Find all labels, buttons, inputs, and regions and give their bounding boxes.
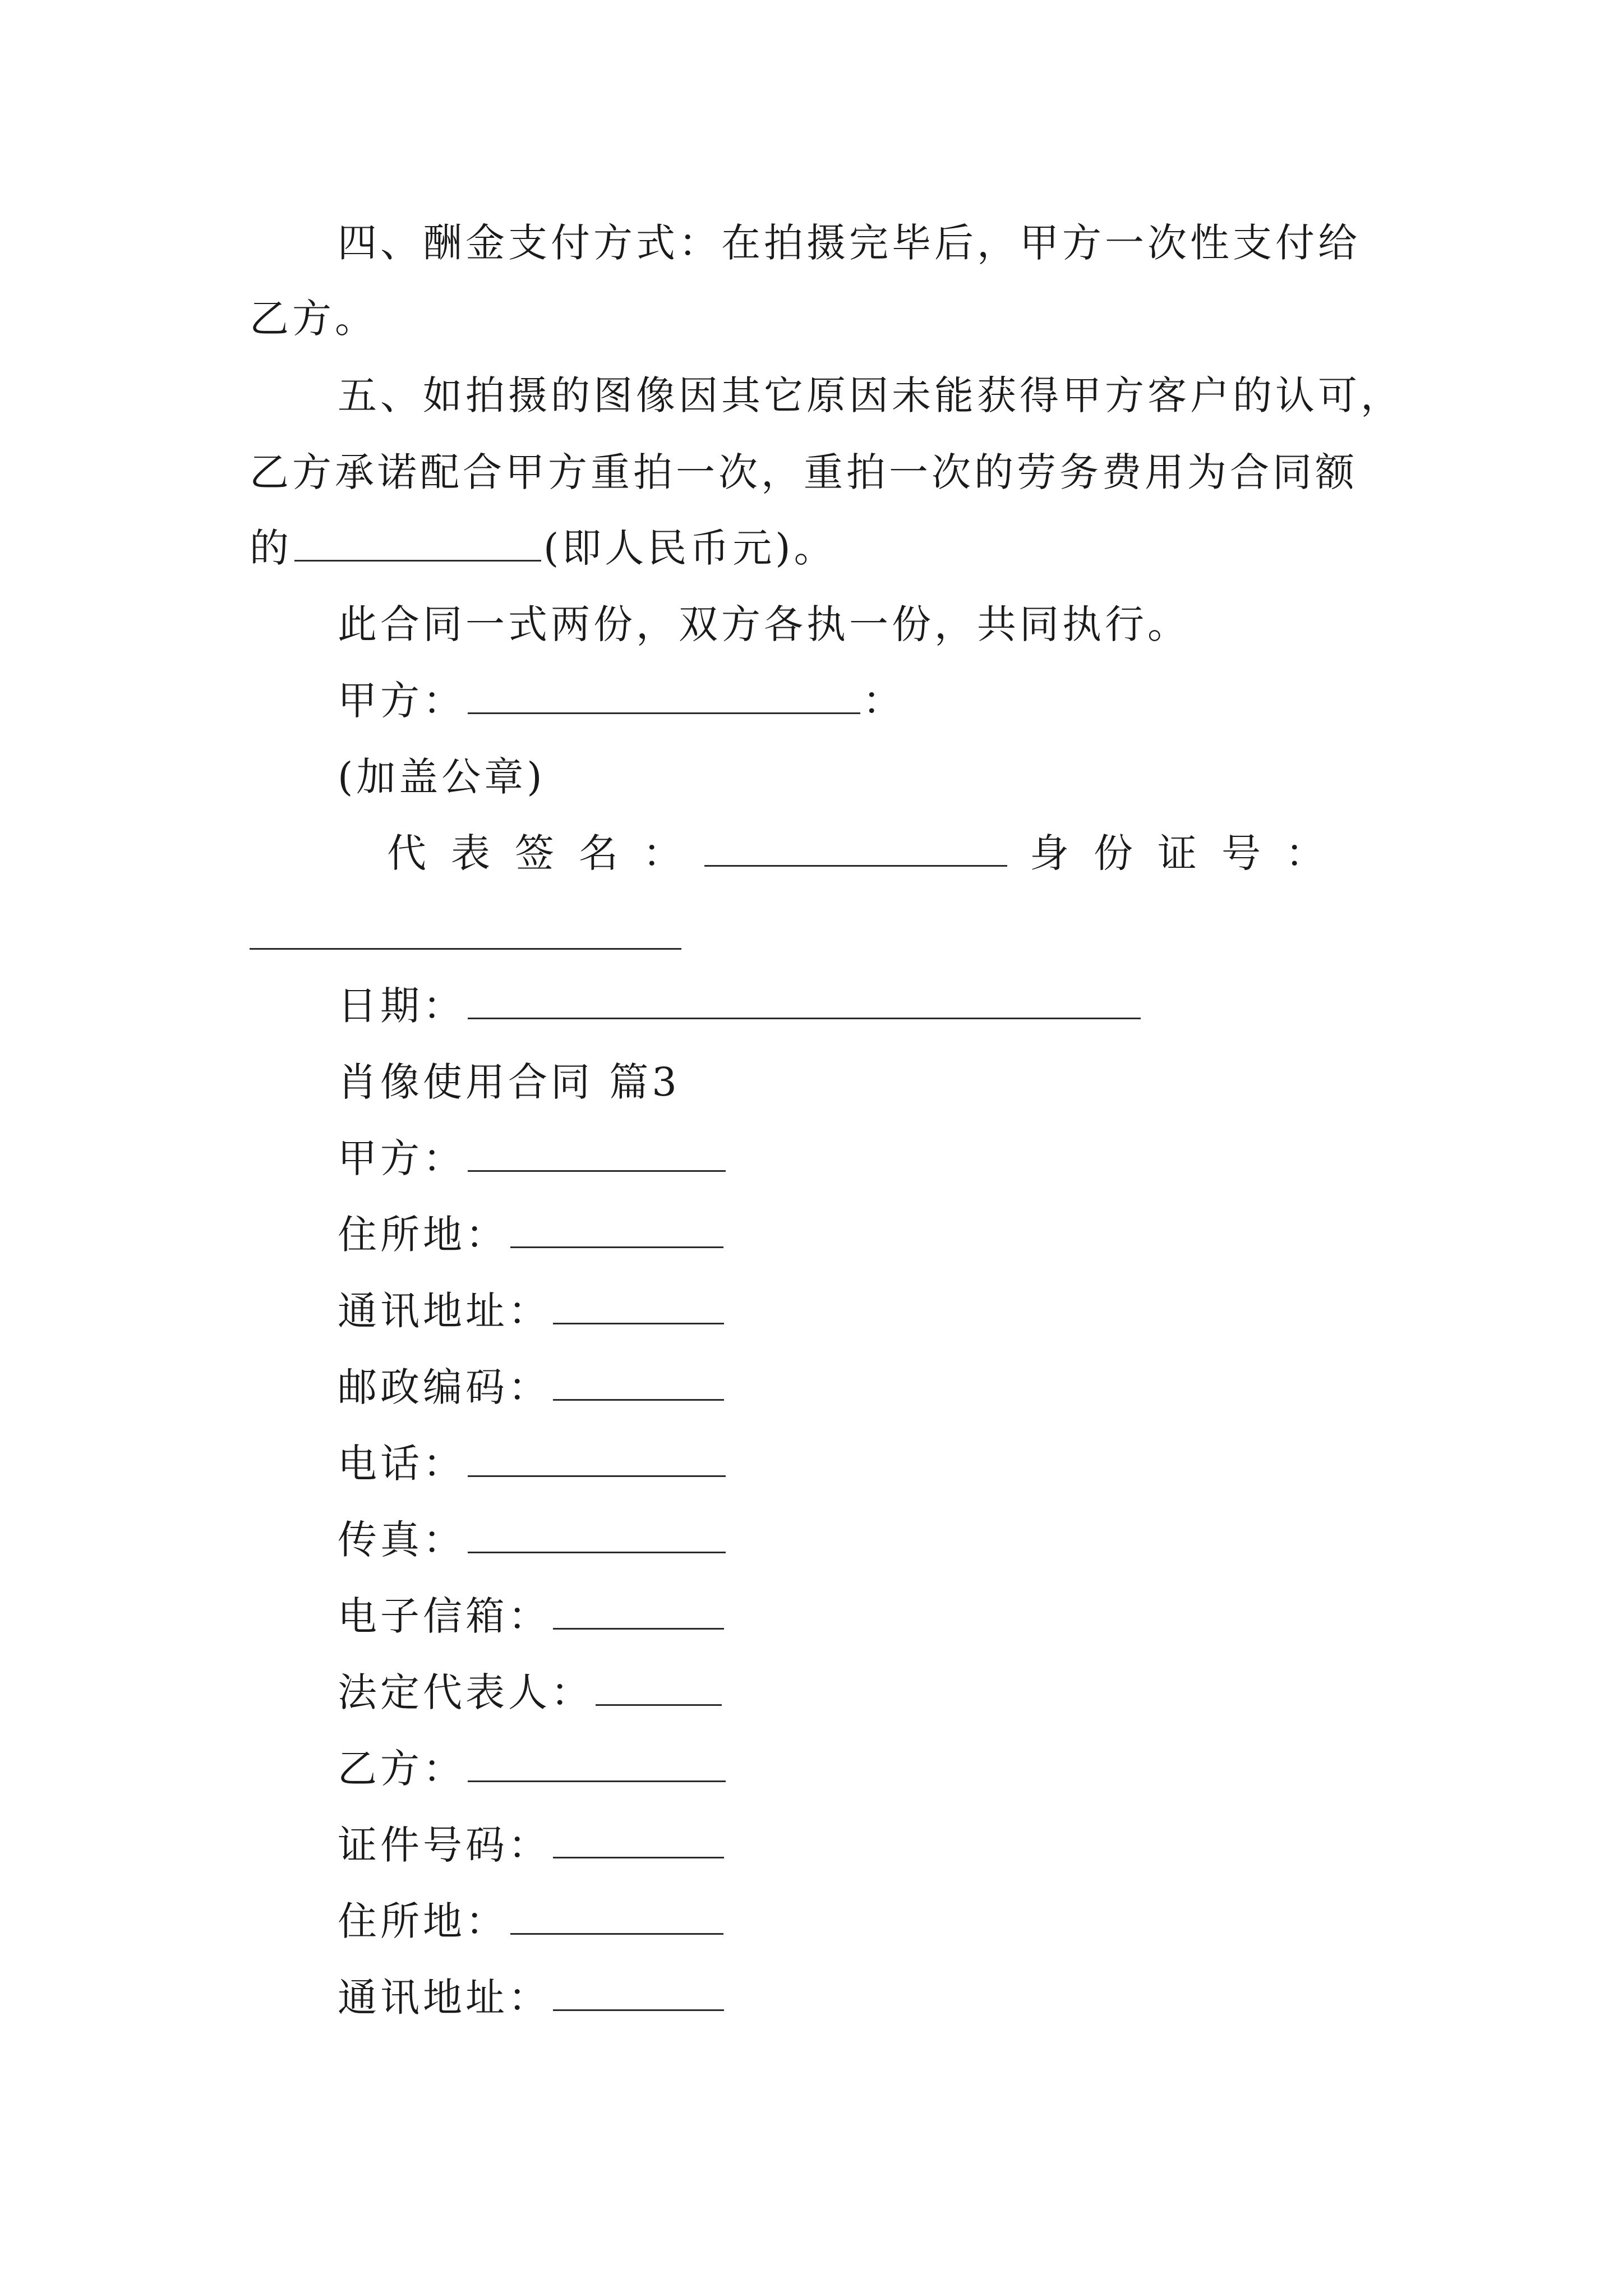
date-blank bbox=[468, 983, 1141, 1019]
clause-5-text-3-pre: 的 bbox=[250, 525, 292, 571]
clause-5-text-3-post: (即人民币元)。 bbox=[543, 525, 837, 571]
rep-char: 代 bbox=[387, 830, 430, 876]
rep-signature-line bbox=[387, 828, 1328, 878]
rep-char: 表 bbox=[451, 830, 494, 876]
field-blank bbox=[553, 1593, 724, 1630]
id-char: 份 bbox=[1094, 830, 1136, 876]
date-label: 日期： bbox=[338, 983, 465, 1029]
id-char: 号 bbox=[1221, 830, 1264, 876]
field-row bbox=[338, 1667, 724, 1718]
field-label: 甲方： bbox=[338, 1135, 465, 1181]
copies-text: 此合同一式两份，双方各执一份，共同执行。 bbox=[338, 601, 1190, 647]
clause-5-line1 bbox=[338, 370, 1403, 421]
id-char: 身 bbox=[1030, 830, 1072, 876]
party-a-sign-suffix: ： bbox=[863, 678, 905, 724]
clause-4-continuation: 乙方。 bbox=[250, 296, 377, 342]
field-row bbox=[338, 1515, 728, 1565]
field-blank bbox=[510, 1898, 723, 1935]
field-label: 传真： bbox=[338, 1517, 465, 1563]
field-row bbox=[338, 1438, 728, 1489]
field-label: 法定代表人： bbox=[338, 1669, 593, 1715]
field-blank bbox=[468, 1441, 726, 1477]
field-row bbox=[338, 1591, 726, 1641]
field-blank bbox=[468, 1746, 726, 1782]
field-row bbox=[338, 1286, 726, 1336]
clause-4-line1 bbox=[338, 218, 1361, 268]
field-row bbox=[338, 1743, 728, 1794]
field-blank bbox=[553, 1822, 724, 1858]
field-label: 证件号码： bbox=[338, 1822, 551, 1868]
seal-text: (加盖公章) bbox=[338, 754, 546, 800]
clause-5-line3 bbox=[250, 523, 837, 573]
clause-5-line2 bbox=[250, 447, 1358, 498]
field-label: 通讯地址： bbox=[338, 1288, 551, 1334]
field-blank bbox=[553, 1364, 724, 1401]
field-label: 邮政编码： bbox=[338, 1364, 551, 1410]
field-blank bbox=[553, 1288, 724, 1324]
party-a-sign-blank bbox=[468, 678, 860, 714]
rep-signature-blank bbox=[704, 830, 1007, 867]
field-label: 通讯地址： bbox=[338, 1975, 551, 2021]
rep-char: 名 bbox=[579, 830, 621, 876]
field-label: 住所地： bbox=[338, 1212, 508, 1258]
id-char: ： bbox=[1285, 830, 1328, 876]
seal-line bbox=[338, 752, 546, 802]
field-row bbox=[338, 1209, 726, 1260]
field-row bbox=[338, 1133, 728, 1184]
clause-5-text-2: 乙方承诺配合甲方重拍一次，重拍一次的劳务费用为合同额 bbox=[250, 449, 1358, 495]
field-label: 住所地： bbox=[338, 1898, 508, 1944]
field-row bbox=[338, 1972, 726, 2023]
fee-blank bbox=[294, 525, 541, 562]
field-blank bbox=[596, 1669, 722, 1706]
clause-4-line2 bbox=[250, 293, 377, 344]
field-label: 电子信箱： bbox=[338, 1593, 551, 1639]
field-row bbox=[338, 1820, 726, 1870]
clause-5-text-1: 五、如拍摄的图像因其它原因未能获得甲方客户的认可， bbox=[338, 372, 1403, 418]
field-row bbox=[338, 1896, 726, 1947]
field-label: 电话： bbox=[338, 1441, 465, 1487]
section-title-line bbox=[338, 1057, 680, 1107]
rep-char: 签 bbox=[515, 830, 557, 876]
rep-char: ： bbox=[643, 830, 685, 876]
copies-line bbox=[338, 599, 1190, 650]
section-title: 肖像使用合同 篇3 bbox=[338, 1059, 680, 1105]
id-number-blank bbox=[250, 948, 681, 950]
party-a-sign-label: 甲方： bbox=[338, 678, 465, 724]
party-a-sign-line bbox=[338, 675, 905, 726]
field-row bbox=[338, 1362, 726, 1412]
field-blank bbox=[468, 1135, 726, 1172]
clause-4-text: 四、酬金支付方式：在拍摄完毕后，甲方一次性支付给 bbox=[338, 220, 1361, 266]
date-line bbox=[338, 981, 1143, 1031]
field-label: 乙方： bbox=[338, 1746, 465, 1792]
id-char: 证 bbox=[1158, 830, 1200, 876]
field-blank bbox=[468, 1517, 726, 1553]
field-blank bbox=[553, 1975, 724, 2011]
field-blank bbox=[510, 1212, 723, 1248]
